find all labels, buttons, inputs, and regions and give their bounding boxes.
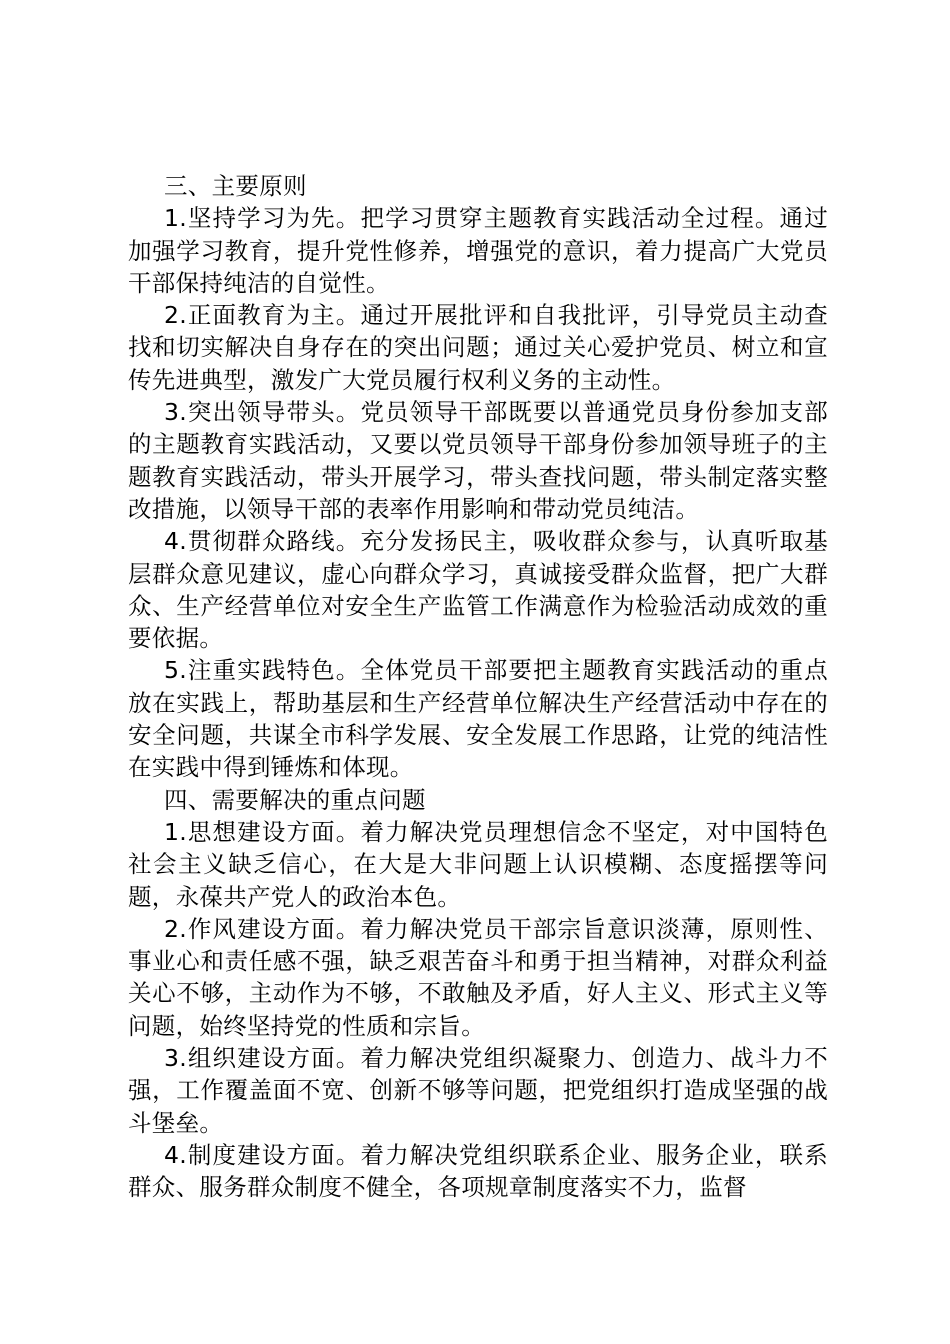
document-body	[128, 170, 828, 1204]
paragraph-issue-1: 1.思想建设方面。着力解决党员理想信念不坚定，对中国特色社会主义缺乏信心，在大是大非问题上认识模糊、态度摇摆等问题，永葆共产党人的政治本色。	[128, 817, 828, 911]
paragraph-principle-2: 2.正面教育为主。通过开展批评和自我批评，引导党员主动查找和切实解决自身存在的突出问题；通过关心爱护党员、树立和宣传先进典型，激发广大党员履行权利义务的主动性。	[128, 301, 828, 394]
paragraph-issue-2: 2.作风建设方面。着力解决党员干部宗旨意识淡薄，原则性、事业心和责任感不强，缺乏艰苦奋斗和勇于担当精神，对群众利益关心不够，主动作为不够，不敢触及矛盾，好人主义、形式主义等问题，始终坚持党的性质和宗旨。	[128, 914, 828, 1040]
section-heading-principles: 三、主要原则	[164, 172, 307, 200]
paragraph-principle-5: 5.注重实践特色。全体党员干部要把主题教育实践活动的重点放在实践上，帮助基层和生产经营单位解决生产经营活动中存在的安全问题，共谋全市科学发展、安全发展工作思路，让党的纯洁性在实践中得到锤炼和体现。	[128, 656, 828, 782]
paragraph-principle-4: 4.贯彻群众路线。充分发扬民主，吸收群众参与，认真听取基层群众意见建议，虚心向群众学习，真诚接受群众监督，把广大群众、生产经营单位对安全生产监管工作满意作为检验活动成效的重要依据。	[128, 527, 828, 653]
paragraph-issue-4: 4.制度建设方面。着力解决党组织联系企业、服务企业，联系群众、服务群众制度不健全，各项规章制度落实不力，监督	[128, 1140, 828, 1202]
paragraph-issue-3: 3.组织建设方面。着力解决党组织凝聚力、创造力、战斗力不强，工作覆盖面不宽、创新不够等问题，把党组织打造成坚强的战斗堡垒。	[128, 1044, 828, 1137]
paragraph-principle-3: 3.突出领导带头。党员领导干部既要以普通党员身份参加支部的主题教育实践活动，又要以党员领导干部身份参加领导班子的主题教育实践活动，带头开展学习，带头查找问题，带头制定落实整改措施，以领导干部的表率作用影响和带动党员纯洁。	[128, 398, 828, 523]
section-heading-key-issues: 四、需要解决的重点问题	[164, 785, 426, 814]
paragraph-principle-1: 1.坚持学习为先。把学习贯穿主题教育实践活动全过程。通过加强学习教育，提升党性修养，增强党的意识，着力提高广大党员干部保持纯洁的自觉性。	[128, 204, 828, 297]
